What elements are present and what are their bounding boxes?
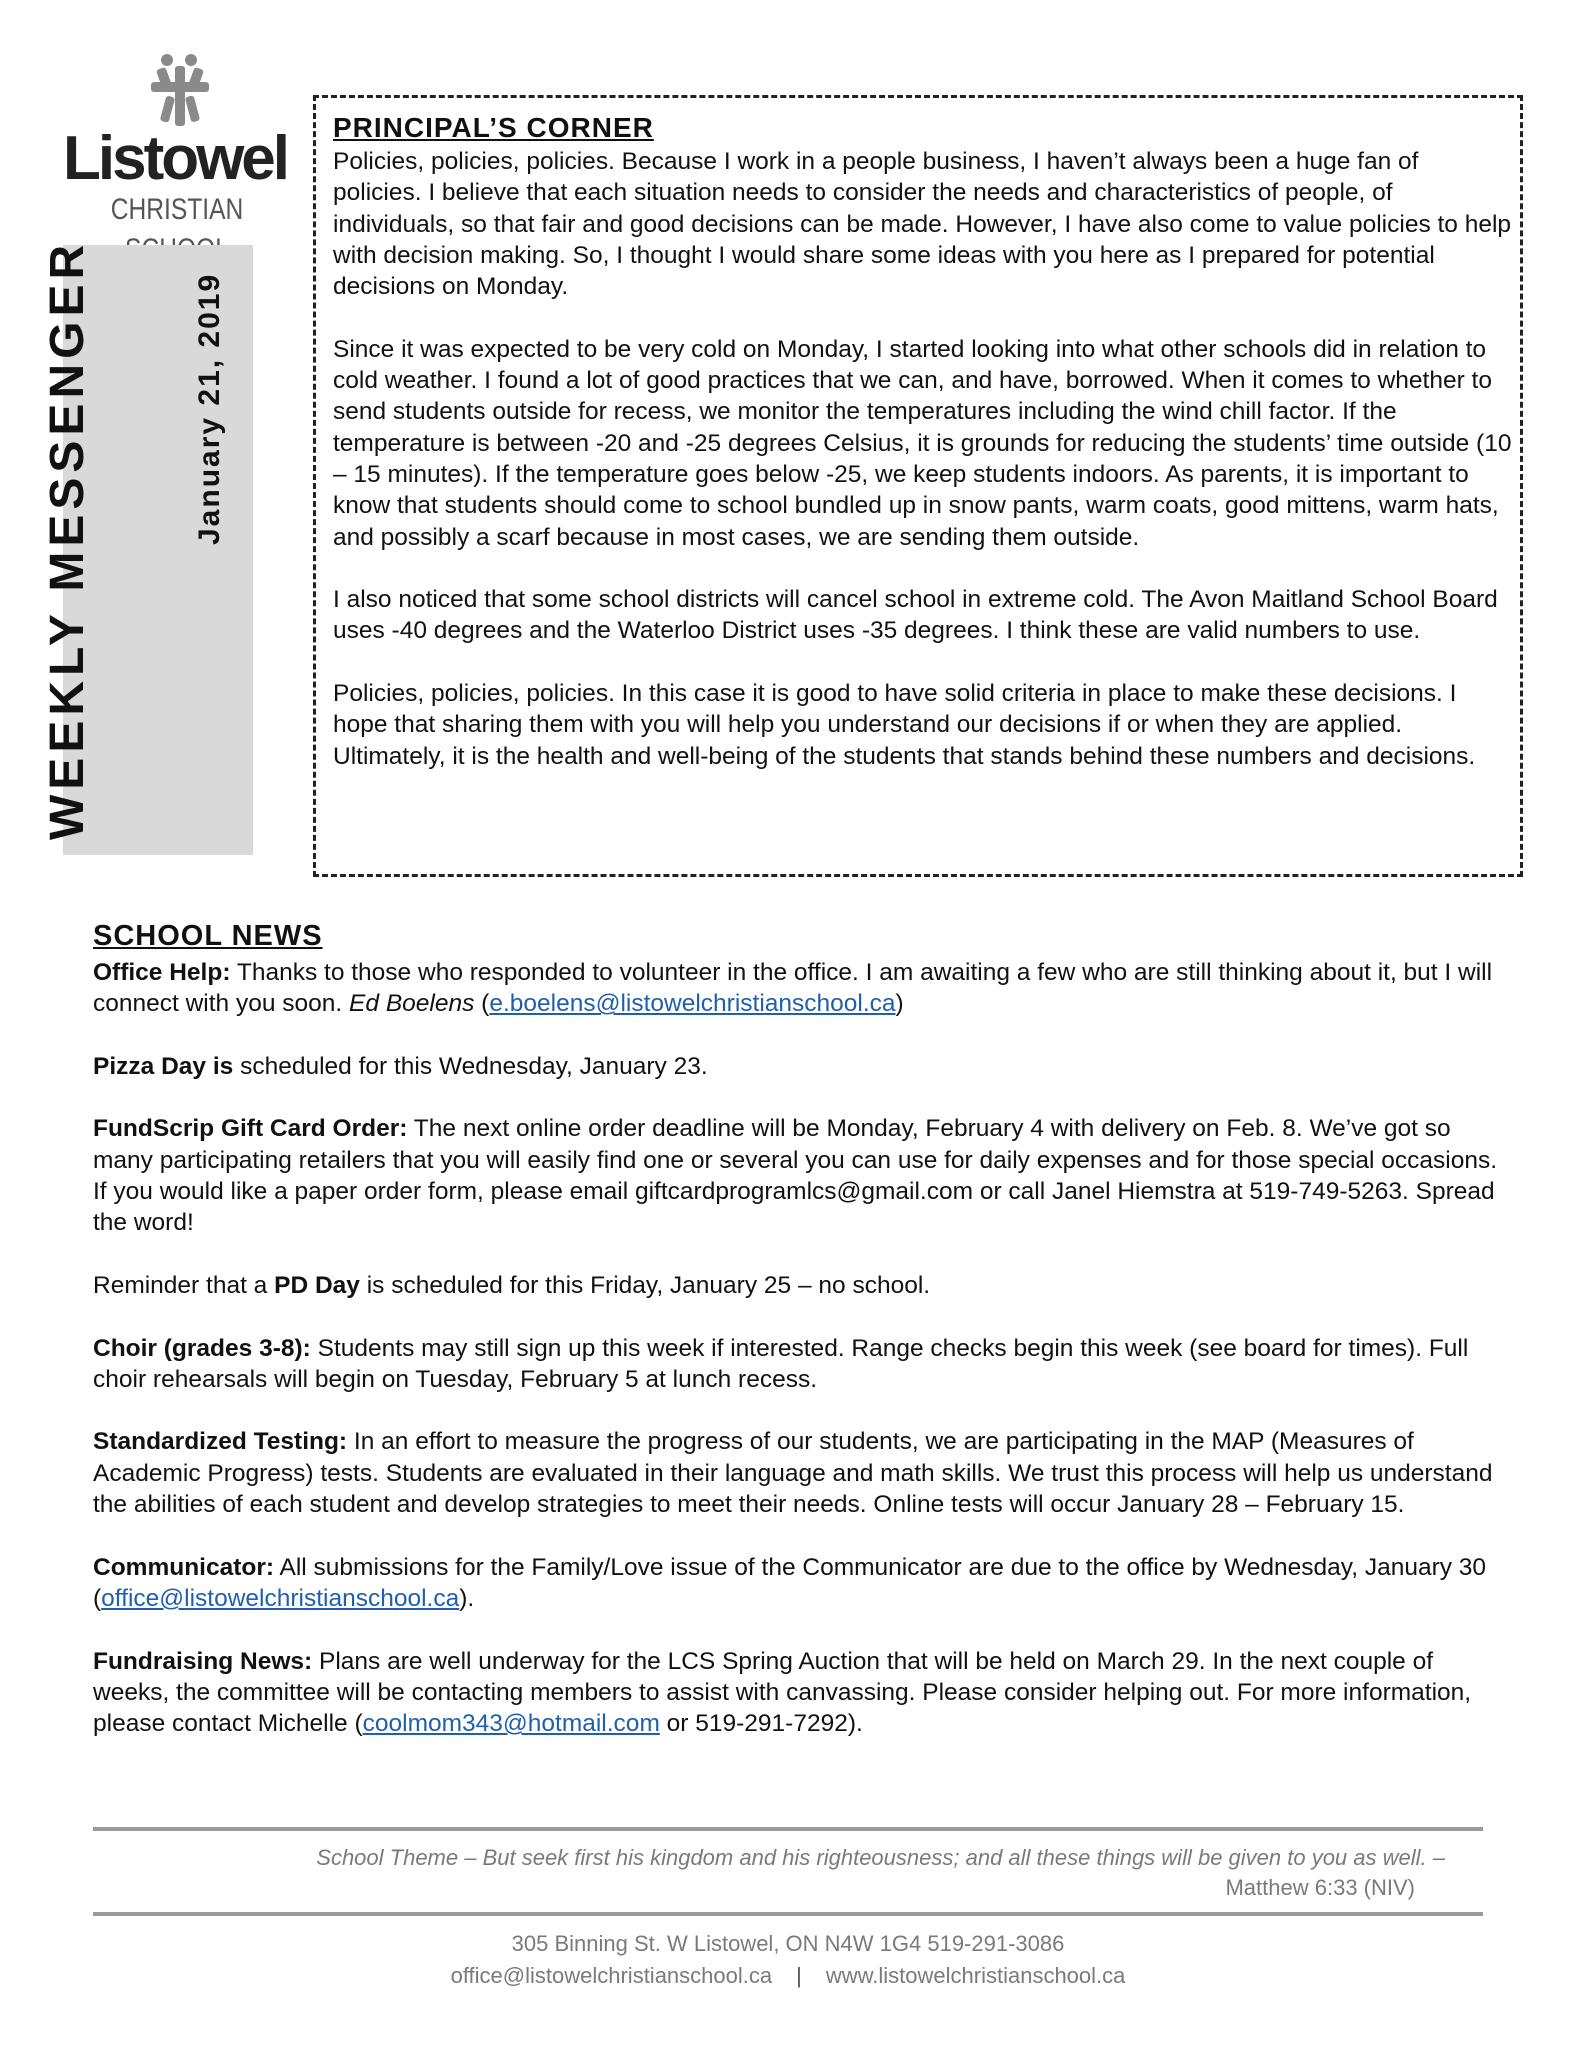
paren: ) [895, 990, 904, 1018]
news-text: In an effort to measure the progress of our students, we are participating in the MAP (Measures of Academic Progress) tests. Students are evaluated in their language and math skills. We trust this process will help us understand the abilities of each student and develop strategies to meet their needs. Online tests will occur January 28 – February 15. [93, 1428, 1493, 1519]
news-text: Plans are well underway for the LCS Spring Auction that will be held on March 29. In the next couple of weeks, the committee will be contacting members to assist with canvassing. Please consider helping out. For more information, please contact Michelle ( [93, 1647, 1472, 1738]
school-theme [150, 1843, 1445, 1903]
email-link[interactable]: e.boelens@listowelchristianschool.ca [489, 990, 896, 1018]
footer-email[interactable]: office@listowelchristianschool.ca [450, 1963, 773, 1988]
paren: ). [459, 1584, 475, 1612]
principals-corner-body [333, 146, 1513, 803]
news-text: Reminder that a [93, 1271, 275, 1299]
school-contact [93, 1928, 1483, 1992]
news-label: Pizza Day is [93, 1052, 234, 1080]
news-text: All submissions for the Family/Love issue of the Communicator are due to the office by Wednesday, January 30 ( [93, 1553, 1487, 1612]
logo-name: Listowel [62, 124, 288, 193]
paragraph: Policies, policies, policies. Because I work in a people business, I haven’t always been a huge fan of policies. I believe that each situation needs to consider the needs and characteristics of people, of individuals, so that fair and good decisions can be made. However, I have also come to value policies to help with decision making. So, I thought I would share some ideas with you here as I prepared for potential decisions on Monday. [333, 148, 1512, 301]
footer-divider [93, 1912, 1483, 1916]
paragraph: I also noticed that some school districts will cancel school in extreme cold. The Avon Maitland School Board uses -40 degrees and the Waterloo District uses -35 degrees. I think these are valid numbers to use. [333, 586, 1498, 645]
news-text: scheduled for this Wednesday, January 23. [233, 1052, 708, 1080]
news-label: PD Day [274, 1271, 360, 1299]
signature: Ed Boelens [349, 990, 475, 1018]
news-text: Students may still sign up this week if interested. Range checks begin this week (see board for times). Full choir rehearsals will begin on Tuesday, February 5 at lunch recess. [93, 1334, 1469, 1393]
paragraph: Policies, policies, policies. In this case it is good to have solid criteria in place to make these decisions. I hope that sharing them with you will help you understand our decisions if or when they are applied. Ultimately, it is the health and well-being of the students that stands behind these numbers and decisions. [333, 680, 1476, 770]
news-text: or 519-291-7292). [659, 1710, 863, 1738]
email-link[interactable]: coolmom343@hotmail.com [362, 1710, 660, 1738]
school-news-title: SCHOOL NEWS [93, 920, 323, 952]
news-item-pd-day [93, 1270, 1513, 1301]
principals-corner-title: PRINCIPAL’S CORNER [333, 112, 654, 143]
news-item-pizza-day [93, 1051, 1513, 1082]
school-news-body [93, 957, 1513, 1771]
theme-text: School Theme – But seek first his kingdom and his righteousness; and all these things will be given to you as well. – [316, 1845, 1445, 1870]
news-label: Fundraising News: [93, 1647, 313, 1675]
news-item-communicator [93, 1552, 1513, 1615]
news-text: The next online order deadline will be Monday, February 4 with delivery on Feb. 8. We’ve got so many participating retailers that you will easily find one or several you can use for daily expenses and for those special occasions. If you would like a paper order form, please email giftcardprogramlcs@gmail.com or call Janel Hiemstra at 519-749-5263. Spread the word! [93, 1115, 1498, 1237]
newsletter-title: WEEKLY MESSENGER [41, 239, 94, 840]
news-item-testing [93, 1426, 1513, 1520]
footer-website[interactable]: www.listowelchristianschool.ca [825, 1963, 1126, 1988]
separator: | [796, 1963, 802, 1988]
news-label: Office Help: [93, 959, 231, 986]
email-link[interactable]: office@listowelchristianschool.ca [101, 1584, 460, 1612]
news-text: is scheduled for this Friday, January 25 – no school. [359, 1271, 931, 1299]
school-address: 305 Binning St. W Listowel, ON N4W 1G4 519-291-3086 [511, 1931, 1065, 1956]
news-label: Standardized Testing: [93, 1428, 348, 1456]
news-item-choir [93, 1333, 1513, 1396]
logo-subtitle: CHRISTIAN [110, 193, 244, 226]
footer-divider [93, 1827, 1483, 1831]
contact-line [93, 1960, 1483, 1992]
news-item-fundraising [93, 1646, 1513, 1740]
news-item-office-help [93, 957, 1513, 1020]
news-label: Communicator: [93, 1553, 275, 1581]
news-label: Choir (grades 3-8): [93, 1334, 311, 1362]
newsletter-date: January 21, 2019 [193, 272, 226, 545]
news-item-fundscrip [93, 1113, 1513, 1238]
cross-people-icon [145, 52, 215, 130]
school-logo [55, 52, 295, 232]
news-label: FundScrip Gift Card Order: [93, 1115, 408, 1143]
news-text: Thanks to those who responded to volunteer in the office. I am awaiting a few who are still thinking about it, but I will connect with you soon. [93, 959, 1493, 1018]
paren: ( [474, 990, 490, 1018]
paragraph: Since it was expected to be very cold on Monday, I started looking into what other schools did in relation to cold weather. I found a lot of good practices that we can, and have, borrowed. When it comes to whether to send students outside for recess, we monitor the temperatures including the wind chill factor. If the temperature is between -20 and -25 degrees Celsius, it is grounds for reducing the students’ time outside (10 – 15 minutes). If the temperature goes below -25, we keep students indoors. As parents, it is important to know that students should come to school bundled up in snow pants, warm coats, good mittens, warm hats, and possibly a scarf because in most cases, we are sending them outside. [333, 335, 1512, 551]
theme-reference: Matthew 6:33 (NIV) [1225, 1875, 1415, 1900]
